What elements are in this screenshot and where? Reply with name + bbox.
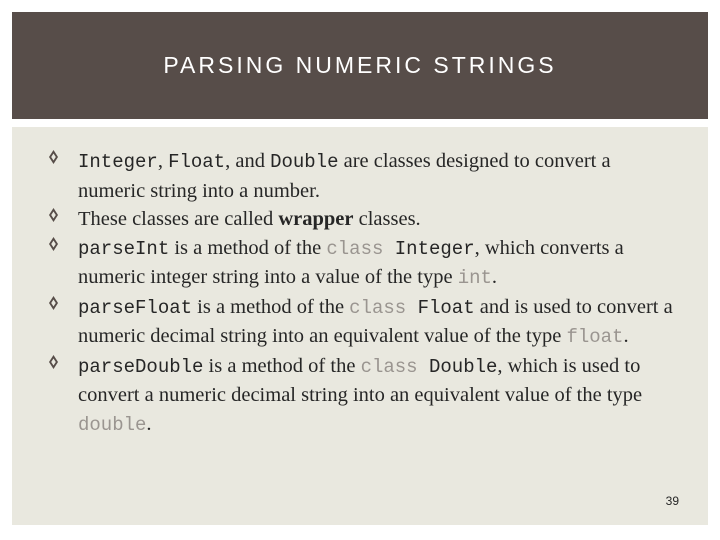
code-integer: Integer — [78, 151, 158, 173]
bullet-marker-icon — [49, 355, 58, 369]
text-sep: , and — [225, 150, 271, 172]
code-method: parseDouble — [78, 355, 204, 378]
bullet-text: are classes designed to convert a numeric string into a number. — [78, 150, 611, 202]
bullet-text: classes. — [353, 208, 421, 230]
bullet-text: is a method of the — [169, 236, 327, 259]
bullet-marker-icon — [49, 150, 58, 164]
code-float: Float — [168, 151, 226, 173]
bullet-text: . — [491, 266, 498, 288]
code-double: Double — [270, 151, 339, 173]
bullet-text: . — [623, 325, 629, 347]
bullet-text: is a method of the — [203, 354, 361, 377]
bold-wrapper: wrapper — [278, 208, 354, 230]
bullet-text: is a method of the — [192, 295, 350, 318]
code-class-name: Float — [417, 296, 475, 319]
bullet-text: These classes are called — [78, 208, 279, 230]
slide-title: PARSING NUMERIC STRINGS — [163, 52, 557, 78]
code-space — [383, 238, 394, 260]
code-space — [418, 356, 429, 378]
bullet-marker-icon — [49, 237, 58, 251]
page-number: 39 — [665, 494, 679, 508]
keyword-class: class — [360, 355, 418, 378]
keyword-type: double — [78, 413, 147, 436]
bullet-text: . — [146, 412, 152, 435]
content-box — [12, 127, 708, 525]
bullet-item — [12, 293, 708, 352]
code-method: parseInt — [78, 237, 170, 260]
bullet-text: and is used to convert a numeric decimal string into an equivalent value of the type — [78, 295, 673, 347]
code-method: parseFloat — [78, 296, 193, 319]
keyword-class: class — [326, 237, 384, 260]
bullet-list — [12, 147, 708, 439]
bullet-text: , which converts a numeric integer string into a value of the type — [78, 236, 624, 288]
bullet-item — [12, 205, 708, 234]
code-class-name: Double — [428, 355, 498, 378]
title-bar — [12, 12, 708, 119]
text-sep: , — [157, 150, 169, 172]
bullet-text: , which is used to convert a numeric decimal string into an equivalent value of the type — [78, 354, 643, 406]
bullet-marker-icon — [49, 208, 58, 222]
code-class-name: Integer — [394, 237, 475, 260]
code-space — [406, 297, 417, 319]
bullet-item — [12, 352, 708, 440]
bullet-item — [12, 234, 708, 293]
keyword-type: int — [457, 267, 492, 289]
keyword-type: float — [566, 326, 624, 348]
keyword-class: class — [349, 296, 407, 319]
bullet-marker-icon — [49, 296, 58, 310]
bullet-item — [12, 147, 708, 205]
